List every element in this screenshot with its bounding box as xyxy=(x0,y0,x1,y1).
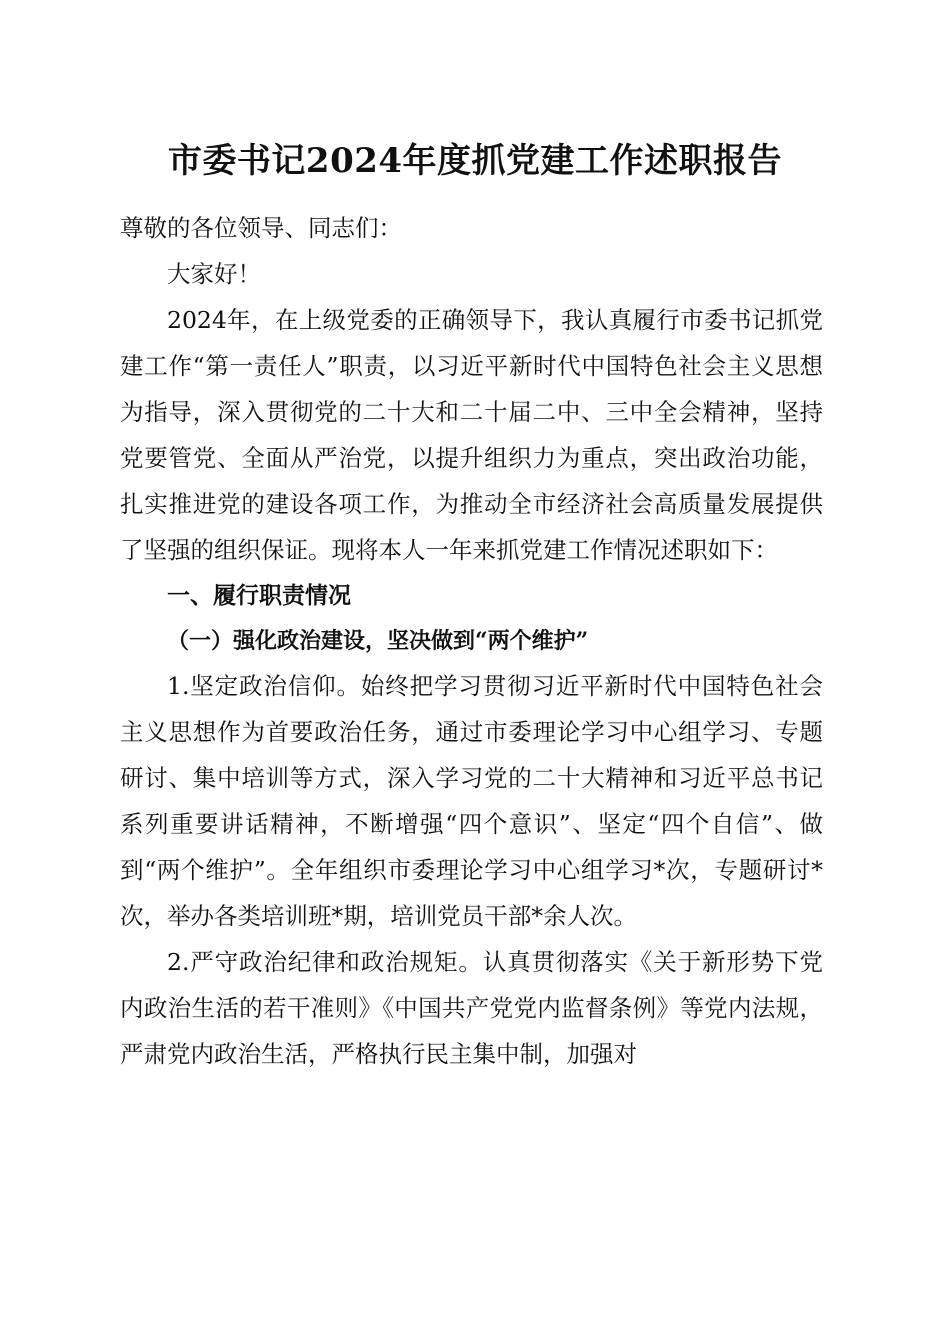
document-title: 市委书记2024年度抓党建工作述职报告 xyxy=(167,141,783,181)
paragraph-item-1: 1.坚定政治信仰。始终把学习贯彻习近平新时代中国特色社会主义思想作为首要政治任务，通过市委理论学习中心组学习、专题研讨、集中培训等方式，深入学习党的二十大精神和习近平总书记系列重要讲话精神，不断增强“四个意识”、坚定“四个自信”、做到“两个维护”。全年组织市委理论学习中心组学习*次，专题研讨*次，举办各类培训班*期，培训党员干部*余人次。 xyxy=(120,672,823,930)
greeting: 大家好！ xyxy=(167,260,261,288)
salutation: 尊敬的各位领导、同志们： xyxy=(120,214,402,242)
subsection-heading: （一）强化政治建设，坚决做到“两个维护” xyxy=(167,628,589,654)
intro-paragraph: 2024年，在上级党委的正确领导下，我认真履行市委书记抓党建工作“第一责任人”职责，以习近平新时代中国特色社会主义思想为指导，深入贯彻党的二十大和二十届二中、三中全会精神，坚持党要管党、全面从严治党，以提升组织力为重点，突出政治功能，扎实推进党的建设各项工作，为推动全市经济社会高质量发展提供了坚强的组织保证。现将本人一年来抓党建工作情况述职如下： xyxy=(120,306,823,564)
document-body xyxy=(120,205,823,1077)
paragraph-item-2: 2.严守政治纪律和政治规矩。认真贯彻落实《关于新形势下党内政治生活的若干准则》《中国共产党党内监督条例》等党内法规，严肃党内政治生活，严格执行民主集中制，加强对 xyxy=(120,948,823,1068)
section-heading: 一、履行职责情况 xyxy=(167,583,351,609)
